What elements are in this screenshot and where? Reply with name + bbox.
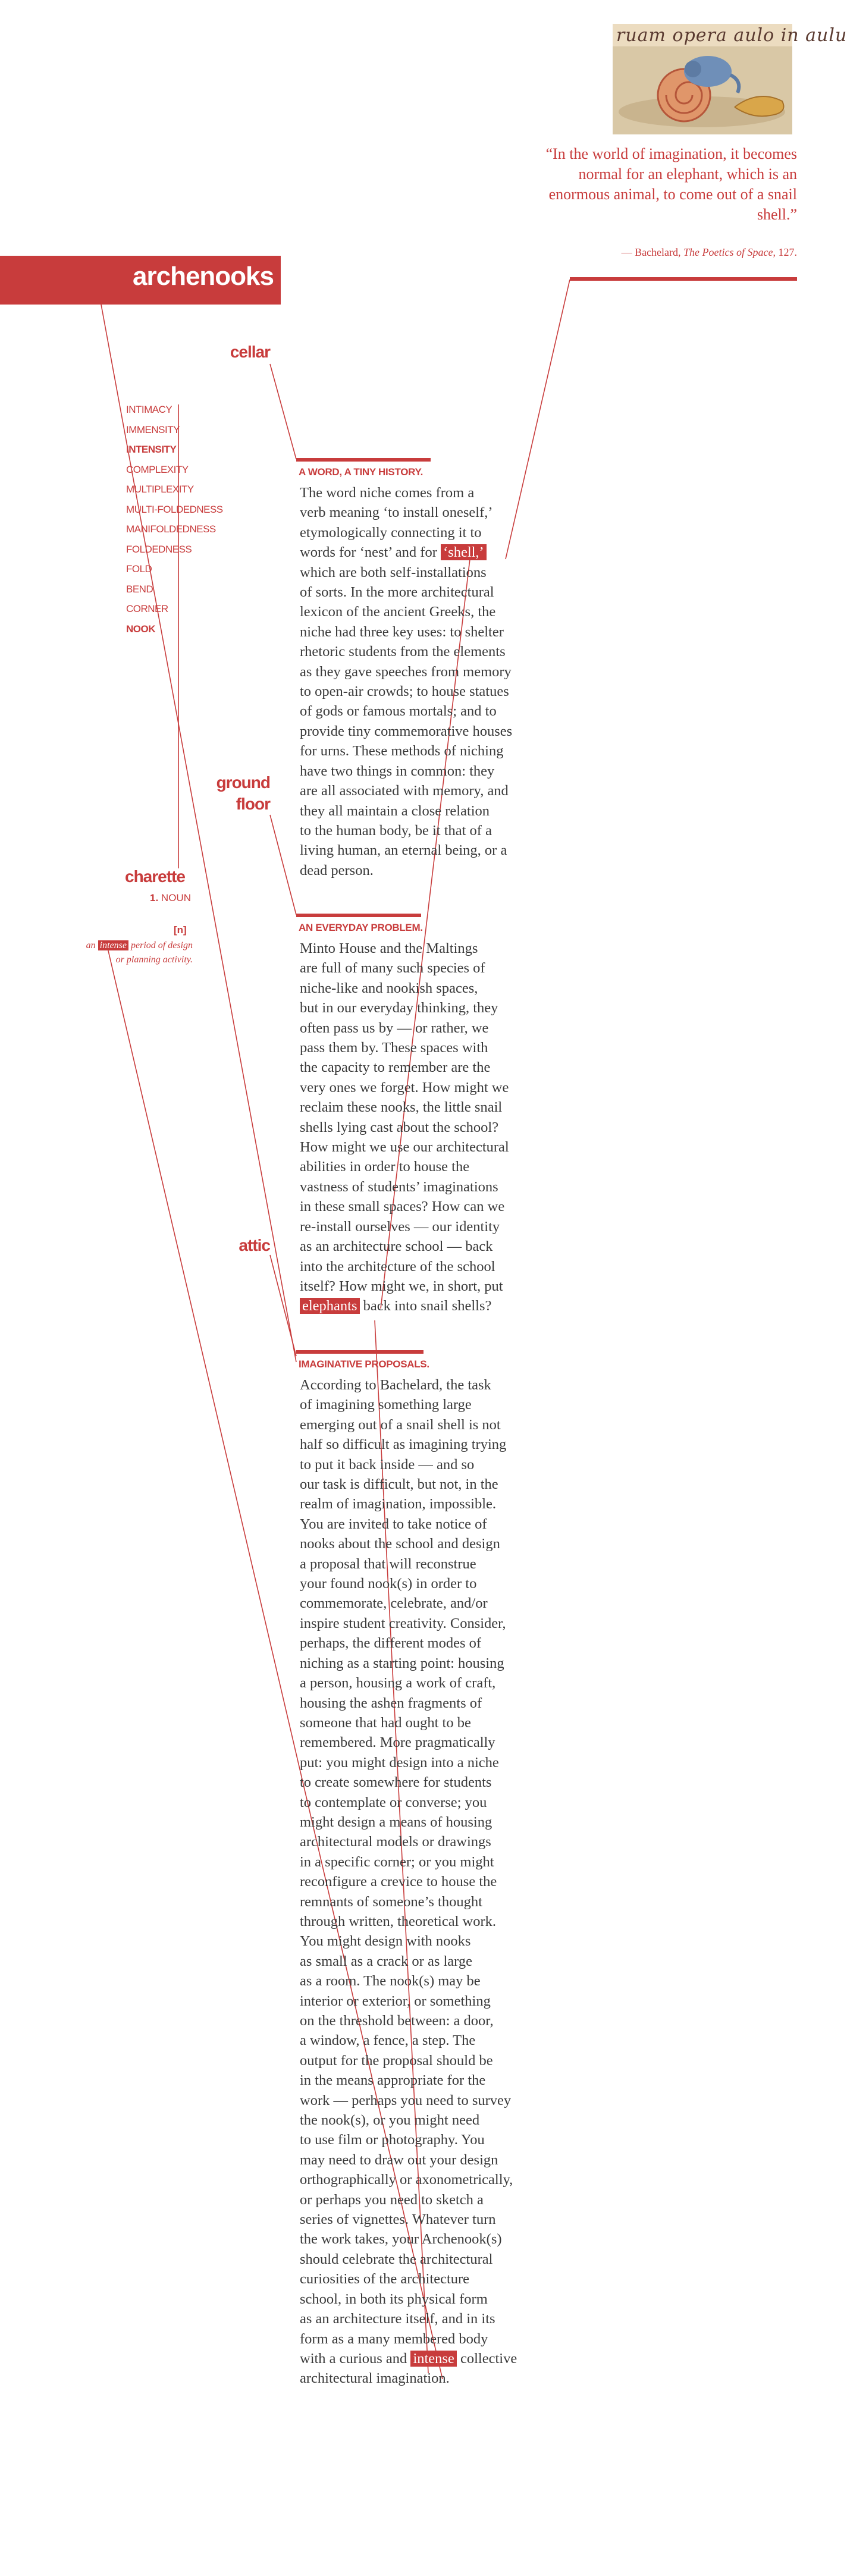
definition-text: an intense period of design or planning activity. — [86, 940, 193, 965]
word-list — [126, 400, 223, 639]
word-list-item: CORNER — [126, 603, 168, 614]
line-attic-to-section3 — [270, 1255, 296, 1356]
highlight-shell: ‘shell,’ — [441, 544, 487, 560]
word-list-item: NOOK — [126, 623, 155, 635]
section-rule — [296, 458, 431, 462]
section-heading: IMAGINATIVE PROPOSALS. — [299, 1358, 429, 1370]
word-list-item: FOLD — [126, 563, 152, 575]
page-title: archenooks — [133, 262, 274, 291]
word-list-item: MULTI-FOLDEDNESS — [126, 503, 223, 515]
definition-sense: 1. NOUN — [150, 892, 191, 903]
word-list-item: MULTIPLEXITY — [126, 484, 194, 495]
illustration-script: ruam opera aulo in aulu — [616, 25, 847, 46]
bachelard-quote: “In the world of imagination, it becomes normal for an elephant, which is an enormous animal, to come out of a snail shell.” — [545, 145, 797, 223]
quote-book-title: The Poetics of Space — [683, 246, 773, 258]
floor-label-ground-floor: ground floor — [216, 773, 270, 813]
floor-label-cellar: cellar — [230, 343, 270, 361]
section-rule — [296, 1350, 424, 1354]
section-rule — [296, 914, 421, 917]
word-list-item: MANIFOLDEDNESS — [126, 523, 216, 535]
highlight-elephants: elephants — [300, 1298, 360, 1314]
definition-word: charette — [125, 867, 185, 886]
section-heading: AN EVERYDAY PROBLEM. — [299, 922, 423, 933]
line-ground-to-section2 — [270, 815, 296, 915]
word-list-item: COMPLEXITY — [126, 463, 189, 475]
word-list-item: BEND — [126, 583, 153, 595]
title-bar — [0, 256, 281, 305]
word-list-item: INTIMACY — [126, 404, 172, 415]
floor-label-attic: attic — [239, 1236, 270, 1254]
section-body: Minto House and the Maltings are full of many such species of niche-like and nookish spaces, but in our everyday thinking, they often pass us by — or rather, we pass them by. These spaces with the capacity to remember are the very ones we forget. How might we reclaim these nooks, the little snail shells lying cast about the school? How might we use our architectural abilities in order to house the vastness of students’ imaginations in these small spaces? How can we re-install ourselves — our identity as an architecture school — back into the architecture of the school itself? How might we, in short, put elephants back into snail shells? — [300, 940, 509, 1314]
definition-highlight: intense — [98, 940, 128, 950]
quote-attribution: — Bachelard, The Poetics of Space, 127. — [621, 246, 797, 258]
word-list-item: FOLDEDNESS — [126, 543, 192, 555]
highlight-intense: intense — [410, 2351, 456, 2367]
section-heading: A WORD, A TINY HISTORY. — [299, 466, 424, 478]
definition-pronunciation: [n] — [174, 924, 187, 936]
word-list-item: IMMENSITY — [126, 423, 180, 435]
manuscript-illustration — [613, 24, 847, 134]
section-body: The word niche comes from a verb meaning ‘to install oneself,’ etymologically connecting it to words for ‘nest’ and for ‘shell,’ which are both self-installations of sorts. In the more architectural lexicon of the ancient Greeks, the niche had three key uses: to shelter rhetoric students from the elements as they gave speeches from memory to open-air crowds; to house statues of gods or famous mortals; and to provide tiny commemorative houses for urns. These methods of niching have two things in common: they are all associated with memory, and they all maintain a close relation to the human body, be it that of a living human, an eternal being, or a dead person. — [300, 485, 513, 878]
word-list-item: INTENSITY — [126, 444, 177, 455]
line-cellar-to-section1 — [270, 364, 296, 459]
quote-rule — [570, 277, 797, 281]
snail-elephant-icon — [613, 24, 792, 134]
section-body: According to Bachelard, the task of imagining something large emerging out of a snail shell is not half so difficult as imagining trying to put it back inside — and so our task is difficult, but not, in the realm of imagination, impossible. You are invited to take notice of nooks about the school and design a proposal that will reconstrue your found nook(s) in order to commemorate, celebrate, and/or inspire student creativity. Consider, perhaps, the different modes of niching as a starting point: housing a person, housing a work of craft, housing the ashen fragments of someone that had ought to be remembered. More pragmatically put: you might design into a niche to create somewhere for students to contemplate or converse; you might design a means of housing architectural models or drawings in a specific corner; or you might reconfigure a crevice to house the remnants of someone’s thought through written, theoretical work. You might design with nooks as small as a crack or as large as a room. The nook(s) may be interior or exterior, or something on the threshold between: a door, a window, a fence, a step. The output for the proposal should be in the means appropriate for the work — perhaps you need to survey the nook(s), or you might need to use film or photography. You may need to draw out your design orthographically or axonometrically, or perhaps you need to sketch a series of vignettes. Whatever turn the work takes, your Archenook(s) should celebrate the architectural curiosities of the architecture school, in both its physical form as an architecture itself, and in its form as a many membered body with a curious and intense collective architectural imagination. — [300, 1377, 517, 2387]
